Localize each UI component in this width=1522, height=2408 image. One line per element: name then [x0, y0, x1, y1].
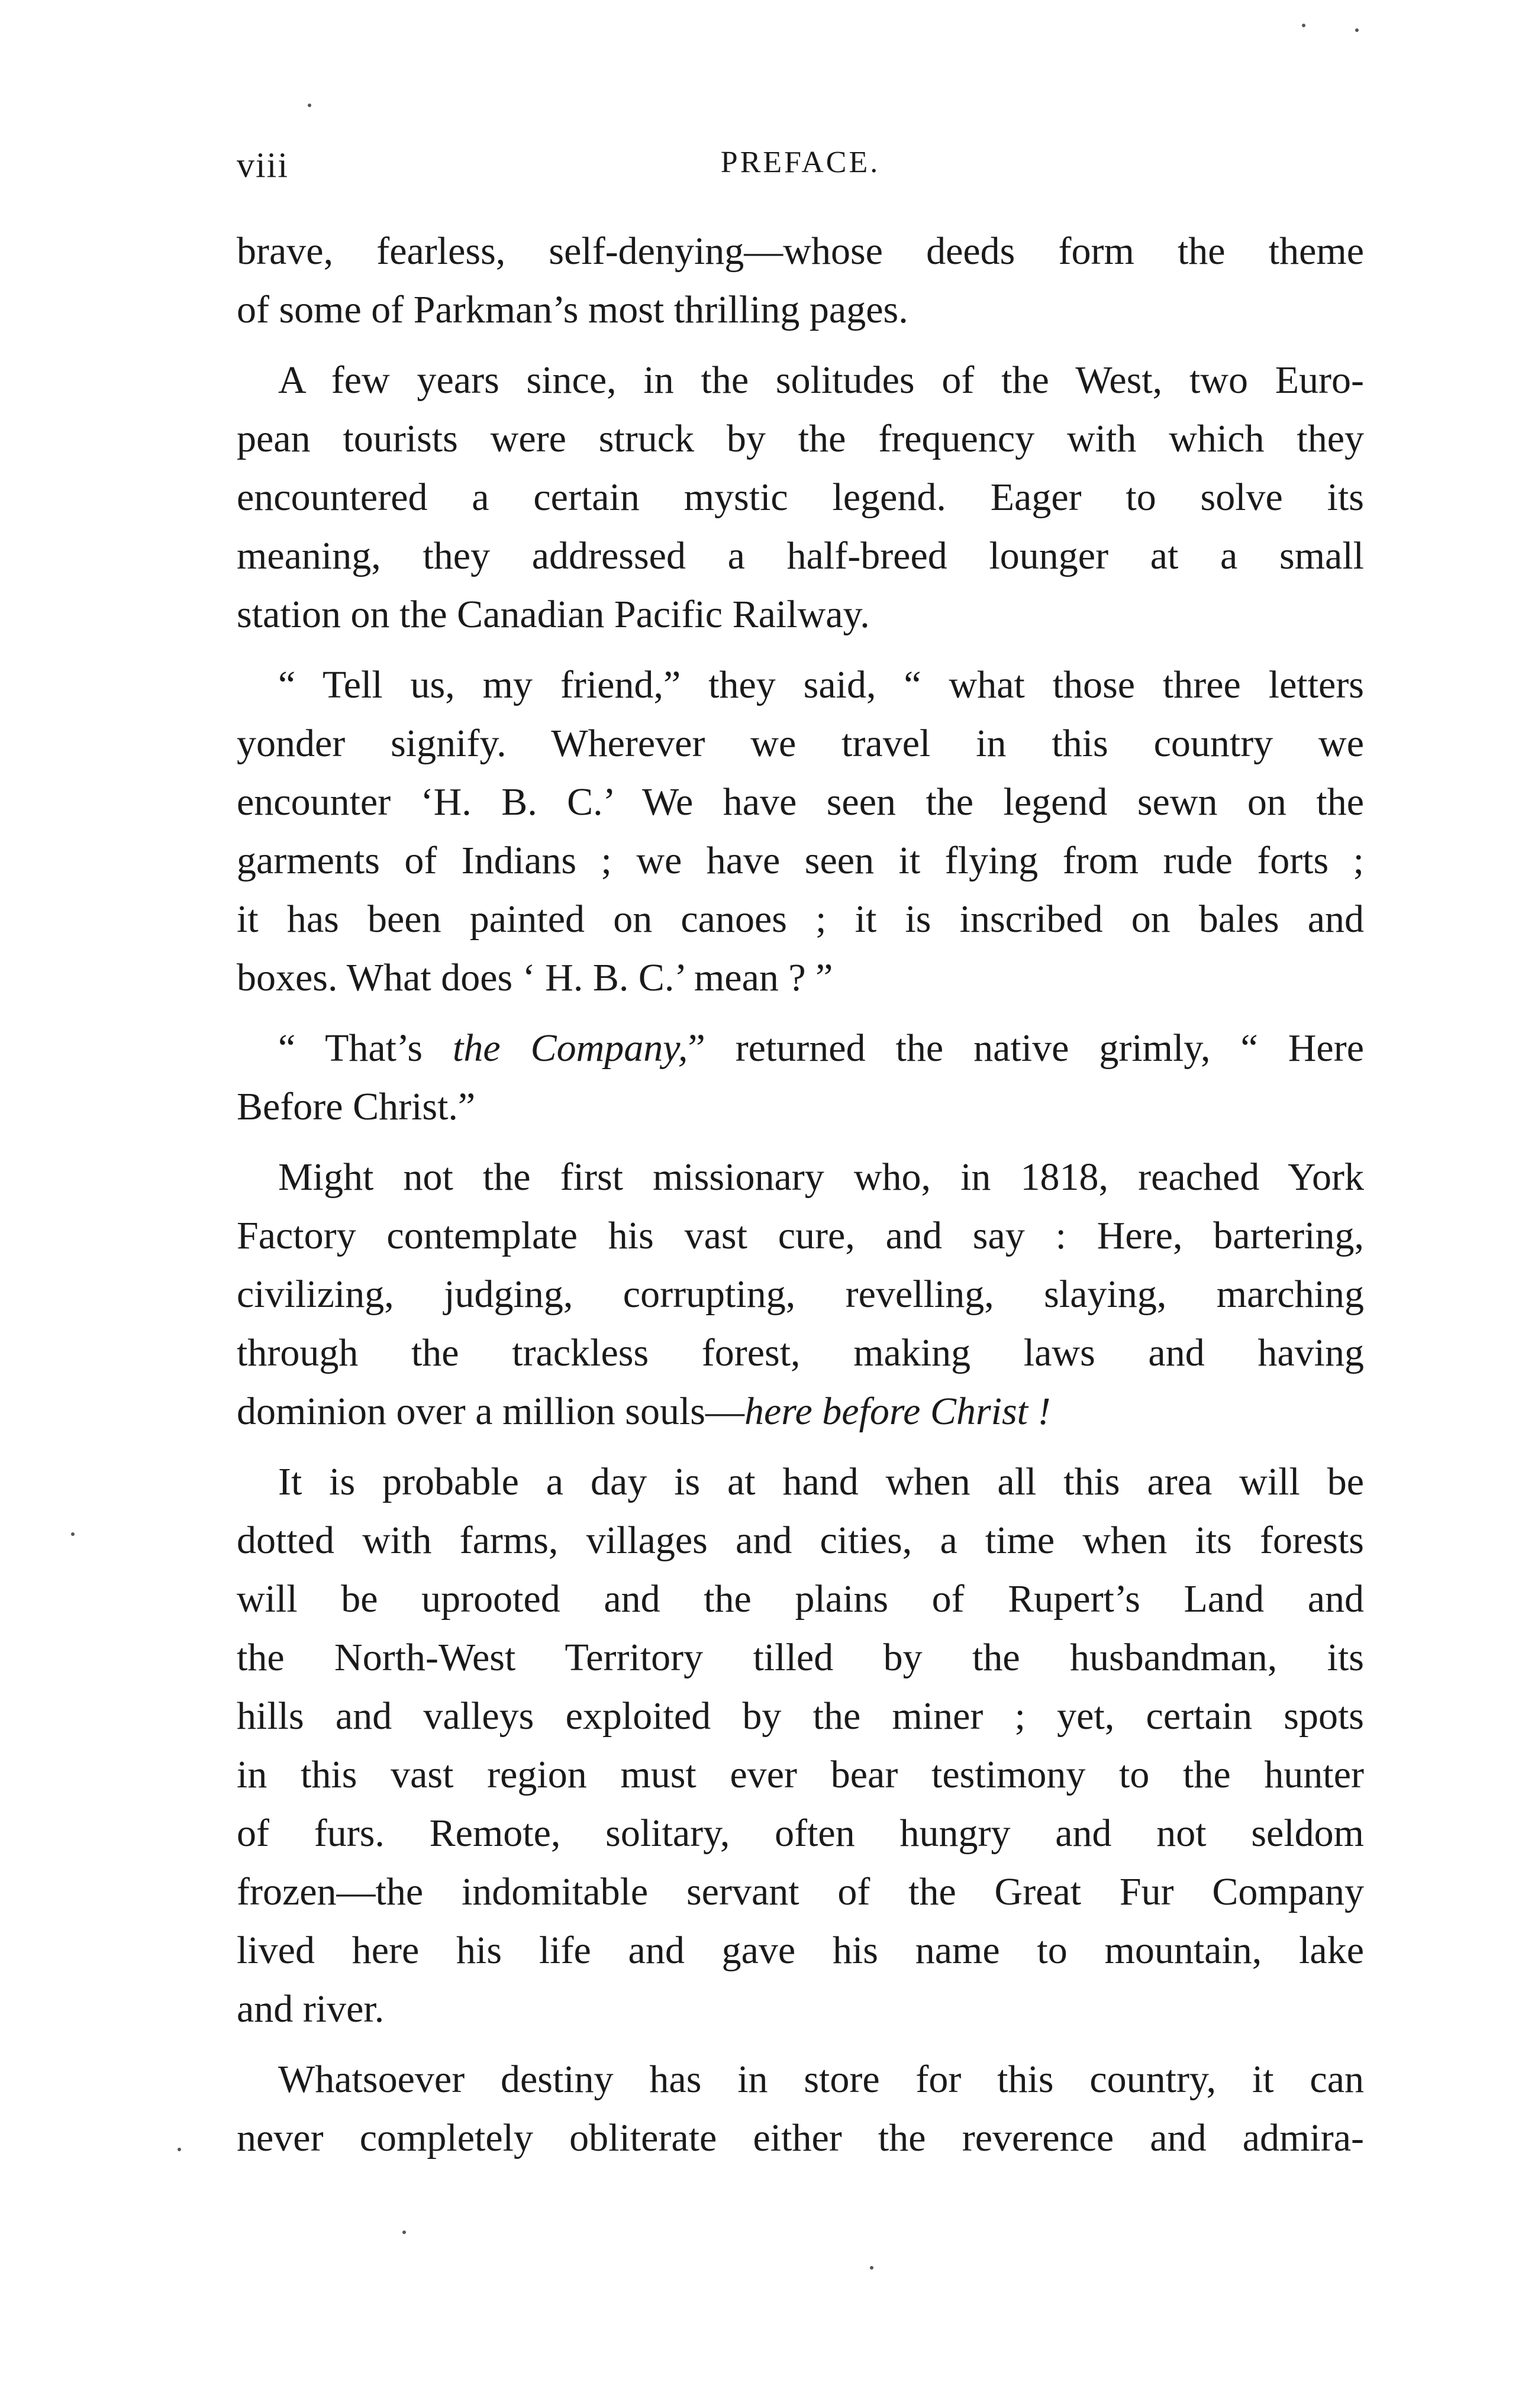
paragraph [237, 1148, 1364, 1441]
text-line: It is probable a day is at hand when all this area will be [278, 1460, 1364, 1503]
text-line: encounter ‘H. B. C.’ We have seen the legend sewn on the [237, 780, 1364, 824]
text-line: Whatsoever destiny has in store for this country, it can [278, 2058, 1364, 2101]
text-line: of furs. Remote, solitary, often hungry and not seldom [237, 1812, 1364, 1855]
text-run: “ That’s [278, 1027, 453, 1070]
text-line: encountered a certain mystic legend. Eager to solve its [237, 476, 1364, 519]
text-line: it has been painted on canoes ; it is inscribed on bales and [237, 898, 1364, 941]
scan-speck [1302, 24, 1305, 27]
text-line [237, 1382, 1364, 1441]
text-line: hills and valleys exploited by the miner ; yet, certain spots [237, 1694, 1364, 1738]
text-line: Might not the first missionary who, in 1818, reached York [278, 1155, 1364, 1199]
text-line: garments of Indians ; we have seen it flying from rude forts ; [237, 839, 1364, 882]
running-head [237, 145, 1364, 192]
text-line: Factory contemplate his vast cure, and say : Here, bartering, [237, 1214, 1364, 1257]
text-line: and river. [237, 1987, 385, 2031]
paragraph [237, 222, 1364, 339]
italic-phrase: here before Christ ! [744, 1390, 1051, 1433]
text-run: ” returned the native grimly, “ Here [688, 1027, 1365, 1070]
text-line: A few years since, in the solitudes of the West, two Euro- [278, 359, 1364, 402]
text-line: the North-West Territory tilled by the husbandman, its [237, 1636, 1364, 1679]
text-line: “ Tell us, my friend,” they said, “ what those three letters [278, 663, 1364, 706]
text-line: in this vast region must ever bear testimony to the hunter [237, 1753, 1364, 1796]
text-line: station on the Canadian Pacific Railway. [237, 593, 870, 636]
page-number: viii [237, 146, 289, 185]
text-line: brave, fearless, self-denying—whose deeds form the theme [237, 230, 1364, 273]
text-line: yonder signify. Wherever we travel in this country we [237, 722, 1364, 765]
scan-speck [1355, 28, 1359, 32]
paragraph [237, 656, 1364, 1007]
text-line: lived here his life and gave his name to mountain, lake [237, 1929, 1364, 1972]
text-line: Before Christ.” [237, 1085, 476, 1128]
scan-speck [308, 104, 311, 107]
text-line: will be uprooted and the plains of Rupert’s Land and [237, 1577, 1364, 1621]
text-line: frozen—the indomitable servant of the Great Fur Company [237, 1870, 1364, 1913]
text-line: of some of Parkman’s most thrilling pages. [237, 288, 908, 331]
text-line: through the trackless forest, making laws and having [237, 1331, 1364, 1374]
scan-speck [71, 1532, 75, 1536]
italic-phrase: the Company, [453, 1027, 688, 1070]
text-line: meaning, they addressed a half-breed lounger at a small [237, 534, 1364, 577]
text-line: never completely obliterate either the reverence and admira- [237, 2116, 1364, 2160]
text-line: pean tourists were struck by the frequency with which they [237, 417, 1364, 460]
paragraph [237, 2050, 1364, 2167]
paragraph [237, 351, 1364, 644]
text-line: boxes. What does ‘ H. B. C.’ mean ? ” [237, 956, 833, 999]
paragraph [237, 1019, 1364, 1136]
text-line: dotted with farms, villages and cities, a time when its forests [237, 1519, 1364, 1562]
body-text [237, 222, 1364, 2179]
text-line [237, 1019, 1364, 1077]
scan-speck [178, 2148, 181, 2151]
paragraph [237, 1452, 1364, 2038]
scan-speck [870, 2266, 873, 2270]
text-run: dominion over a million souls— [237, 1390, 744, 1433]
text-line: civilizing, judging, corrupting, revelling, slaying, marching [237, 1273, 1364, 1316]
scan-speck [402, 2231, 406, 2234]
page-title: PREFACE. [720, 146, 881, 179]
